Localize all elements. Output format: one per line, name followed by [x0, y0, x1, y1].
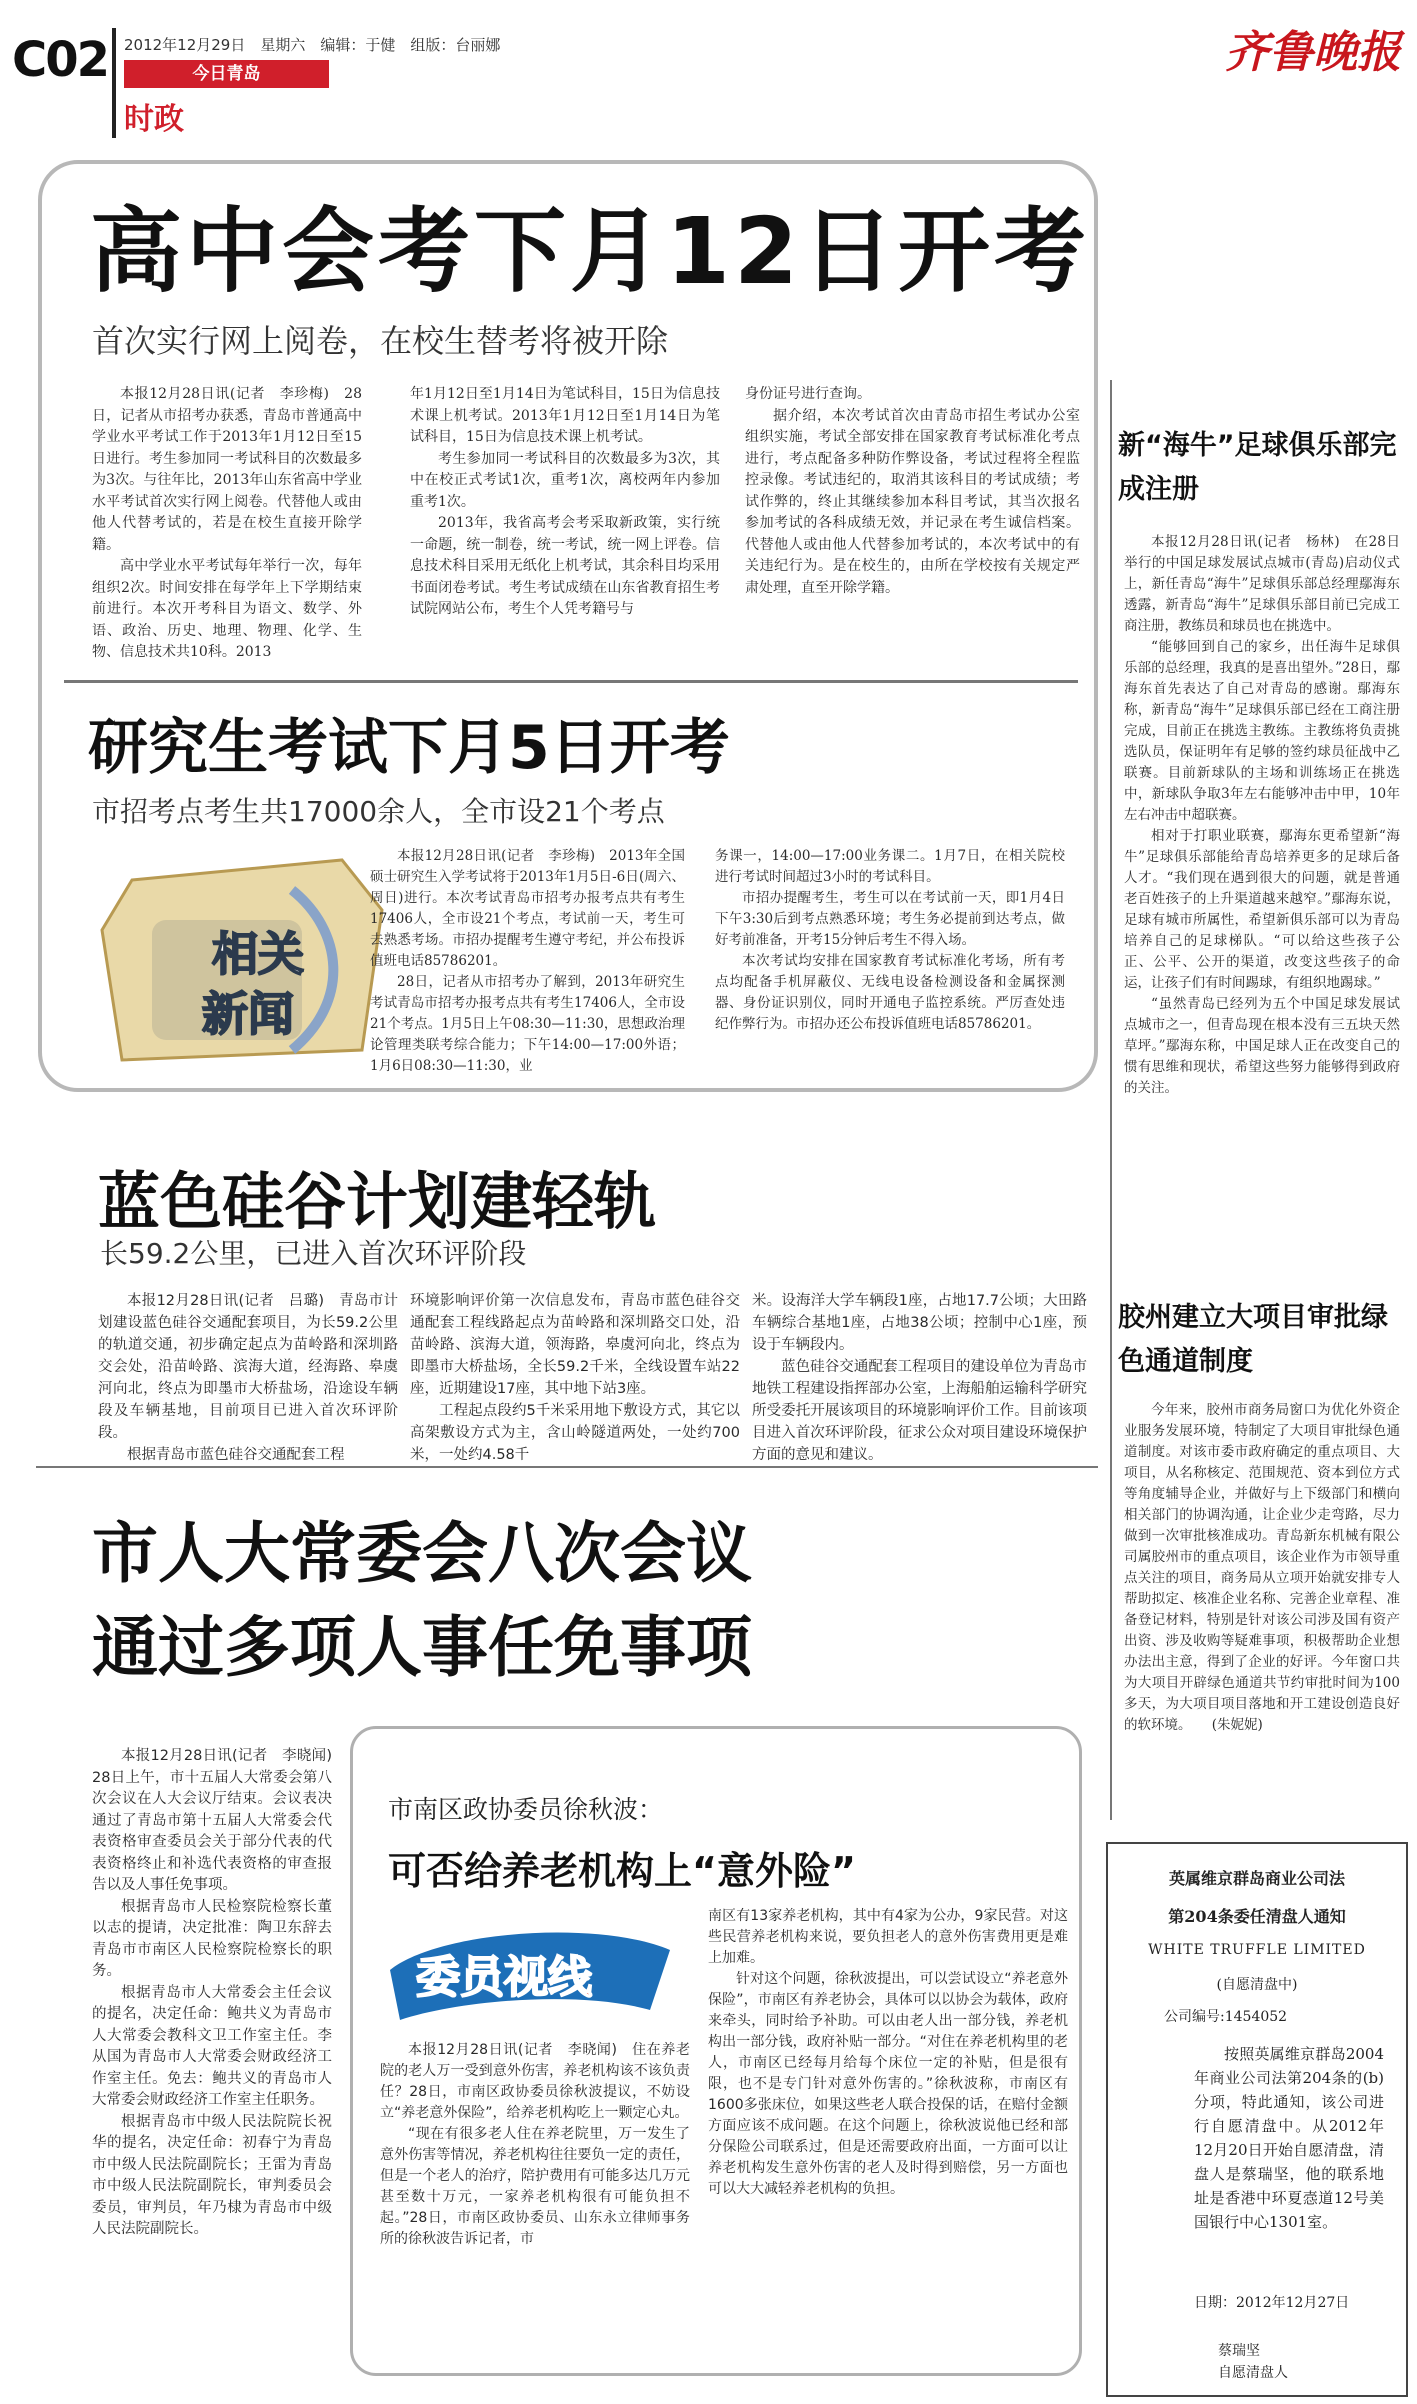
article-rail-col3	[752, 1290, 1087, 1463]
paragraph: 蓝色硅谷交通配套工程项目的建设单位为青岛市地铁工程建设指挥部办公室，上海船舶运输科学研究所受委托开展该项目的环境影响评价工作。目前该项目进入首次环评阶段，征求公众对项目建设环境保护方面的意见和建议。	[752, 1359, 1087, 1463]
paragraph: 针对这个问题，徐秋波提出，可以尝试设立“养老意外保险”，市南区有养老协会，具体可以以协会为载体，政府来牵头，同时给予补助。可以由老人出一部分钱，养老机构出一部分钱，政府补贴一部分。“对住在养老机构里的老人，市南区已经每月给每个床位一定的补贴，但是很有限，也不是专门针对意外伤害的。”徐秋波称，市南区有1600多张床位，如果这些老人联合投保的话，在赔付金额方面应该不成问题。在这个问题上，徐秋波说他已经和部分保险公司联系过，但是还需要政府出面，一方面可以让养老机构发生意外伤害的老人及时得到赔偿，另一方面也可以大大减轻养老机构的负担。	[708, 1971, 1068, 2197]
paragraph: “能够回到自己的家乡，出任海牛足球俱乐部的总经理，我真的是喜出望外。”28日，鄢海东首先表达了自己对青岛的感谢。鄢海东称，新青岛“海牛”足球俱乐部已经在工商注册完成，目前正在挑选主教练。主教练将负责挑选队员，保证明年有足够的签约球员征战中乙联赛。目前新球队的主场和训练场正在挑选中，新球队争取3年左右能够冲击中甲，10年左右冲击中超联赛。	[1124, 639, 1400, 823]
article-opinion-col1	[380, 2040, 690, 2370]
notice-company: WHITE TRUFFLE LIMITED	[1148, 1942, 1366, 1958]
paragraph: 本报12月28日讯(记者 杨林) 在28日举行的中国足球发展试点城市(青岛)启动仪式上，新任青岛“海牛”足球俱乐部总经理鄢海东透露，新青岛“海牛”足球俱乐部目前已完成工商注册，教练员和球员也在挑选中。	[1124, 534, 1400, 634]
paragraph: 务课一，14:00—17:00业务课二。1月7日，在相关院校进行考试时间超过3小时的考试科目。	[715, 848, 1065, 885]
notice-company-no: 公司编号:1454052	[1164, 2009, 1288, 2025]
section-divider	[64, 680, 1078, 683]
notice-title-line2: 第204条委任清盘人通知	[1168, 1907, 1346, 1926]
paragraph: “虽然青岛已经列为五个中国足球发展试点城市之一，但青岛现在根本没有三五块天然草坪。”鄢海东称，中国足球人正在改变自己的惯有思维和现状，希望这些努力能够得到政府的关注。	[1124, 996, 1400, 1096]
notice-signer: 蔡瑞坚	[1218, 2343, 1260, 2359]
paragraph: 本报12月28日讯(记者 李珍梅) 28日，记者从市招考办获悉，青岛市普通高中学业水平考试工作于2013年1月12日至15日进行。考生参加同一考试科目的次数最多为3次。与往年比，2013年山东省高中学业水平考试首次实行网上阅卷。代替他人或由他人代替考试的，若是在校生直接开除学籍。	[92, 386, 362, 553]
paragraph: 本报12月28日讯(记者 李珍梅) 2013年全国硕士研究生入学考试将于2013年1月5日-6日(周六、周日)进行。本次考试青岛市招考办报考点共有考生17406人，全市设21个考点，考试前一天，考生可去熟悉考场。市招办提醒考生遵守考纪，并公布投诉值班电话85786201。	[370, 848, 685, 969]
paragraph: 年1月12日至1月14日为笔试科目，15日为信息技术课上机考试。2013年1月12日至1月14日为笔试科目，15日为信息技术课上机考试。	[410, 386, 720, 445]
notice-status: (自愿清盘中)	[1216, 1977, 1298, 1993]
column-divider	[1110, 380, 1112, 1820]
headline-grad-exam: 研究生考试下月5日开考	[88, 713, 730, 783]
paragraph: 米。设海洋大学车辆段1座，占地17.7公顷；大田路车辆综合基地1座，占地38公顷；控制中心1座，预设于车辆段内。	[752, 1293, 1087, 1353]
headline-exam: 高中会考下月12日开考	[90, 198, 1091, 305]
article-jiaozhou	[1124, 1400, 1400, 1825]
paragraph: 根据青岛市中级人民法院院长祝华的提名，决定任命：初春宁为青岛市中级人民法院副院长；王雷为青岛市中级人民法院副院长，审判委员会委员，审判员，年乃棣为青岛市中级人民法院副院长。	[92, 2113, 332, 2237]
paragraph: 本报12月28日讯(记者 李晓闻) 住在养老院的老人万一受到意外伤害，养老机构该不该负责任？28日，市南区政协委员徐秋波提议，不妨设立“养老意外保险”，给养老机构吃上一颗定心丸。	[380, 2042, 690, 2121]
article-rail-col1	[98, 1290, 398, 1463]
paragraph: 市招办提醒考生，考生可以在考试前一天，即1月4日下午3:30后到考点熟悉环境；考生务必提前到达考点，做好考前准备，开考15分钟后考生不得入场。	[715, 890, 1065, 948]
article-npc-col	[92, 1746, 347, 2376]
paragraph: 今年来，胶州市商务局窗口为优化外资企业服务发展环境，特制定了大项目审批绿色通道制度。对该市委市政府确定的重点项目、大项目，从名称核定、范围规范、资本到位方式等角度辅导企业，并做好与上下级部门和横向相关部门的协调沟通，让企业少走弯路，尽力做到一次审批核准成功。青岛新东机械有限公司属胶州市的重点项目，该企业作为市领导重点关注的项目，商务局从立项开始就安排专人帮助拟定、核准企业名称、完善企业章程、准备登记材料，特别是针对该公司涉及国有资产出资、涉及收购等疑难事项，积极帮助企业想办法出主意，得到了企业的好评。今年窗口共为大项目开辟绿色通道共节约审批时间为100多天，为大项目项目落地和开工建设创造良好的软环境。 (朱妮妮)	[1124, 1402, 1400, 1733]
member-view-badge	[380, 1910, 680, 2030]
paragraph: 高中学业水平考试每年举行一次，每年组织2次。时间安排在每学年上下学期结束前进行。本次开考科目为语文、数学、外语、政治、历史、地理、物理、化学、生物、信息技术共10科。2013	[92, 558, 362, 660]
article-rail-col2	[410, 1290, 740, 1463]
related-news-badge	[92, 850, 392, 1070]
paragraph: 根据青岛市蓝色硅谷交通配套工程	[127, 1447, 345, 1463]
article-football	[1124, 532, 1400, 1272]
article-exam-col2	[410, 384, 720, 674]
notice-date: 日期：2012年12月27日	[1194, 2295, 1350, 2311]
paragraph: 环境影响评价第一次信息发布，青岛市蓝色硅谷交通配套工程线路起点为苗岭路和深圳路交口处，沿苗岭路、滨海大道，领海路，皋虞河向北，终点为即墨市大桥盐场，全长59.2千米，全线设置车站22座，近期建设17座，其中地下站3座。	[410, 1293, 740, 1397]
section-divider	[36, 1466, 1098, 1468]
paragraph: 本报12月28日讯(记者 李晓闻) 28日上午，市十五届人大常委会第八次会议在人大会议厅结束。会议表决通过了青岛市第十五届人大常委会代表资格审查委员会关于部分代表的代表资格终止和补选代表资格的审查报告以及人事任免事项。	[92, 1748, 347, 1893]
legal-notice	[1106, 1842, 1408, 2397]
date-line: 2012年12月29日 星期六 编辑：于健 组版：台丽娜	[124, 36, 501, 54]
subheadline-light-rail: 长59.2公里，已进入首次环评阶段	[100, 1237, 527, 1270]
headline-npc-line1: 市人大常委会八次会议	[92, 1515, 752, 1592]
opinion-kicker: 市南区政协委员徐秋波：	[388, 1795, 664, 1824]
badge-text-line2: 新闻	[202, 987, 294, 1041]
paragraph: 根据青岛市人民检察院检察长董以志的提请，决定批准：陶卫东辞去青岛市市南区人民检察院检察长的职务。	[92, 1898, 332, 1979]
paragraph: 工程起点段约5千米采用地下敷设方式，其它以高架敷设方式为主，含山岭隧道两处，一处约700米，一处约4.58千	[410, 1403, 740, 1463]
paragraph: 根据青岛市人大常委会主任会议的提名，决定任命：鲍共义为青岛市人大常委会教科文卫工作室主任。李从国为青岛市人大常委会财政经济工作室主任。免去：鲍共义的青岛市人大常委会财政经济工作室主任职务。	[92, 1984, 332, 2108]
paragraph: “现在有很多老人住在养老院里，万一发生了意外伤害等情况，养老机构往往要负一定的责任，但是一个老人的治疗，陪护费用有可能多达几万元甚至数十万元，一家养老机构很有可能负担不起。”28日，市南区政协委员、山东永立律师事务所的徐秋波告诉记者，市	[380, 2126, 690, 2247]
section-title: 时政	[124, 102, 184, 137]
headline-football: 新“海牛”足球俱乐部完成注册	[1118, 430, 1397, 505]
article-grad-col1	[370, 846, 685, 1080]
article-opinion-col2	[708, 1906, 1068, 2371]
notice-signer-role: 自愿清盘人	[1218, 2365, 1288, 2381]
article-exam-col1	[92, 384, 362, 674]
paragraph: 身份证号进行查询。	[745, 386, 871, 402]
section-bar: 今日青岛	[124, 60, 329, 88]
notice-title-line1: 英属维京群岛商业公司法	[1168, 1869, 1345, 1888]
brand-logo: 齐鲁晚报	[1225, 27, 1401, 78]
article-grad-col2	[715, 846, 1065, 1080]
notice-body: 按照英属维京群岛2004年商业公司法第204条的(b)分项，特此通知，该公司进行自愿清盘中。从2012年12月20日开始自愿清盘，清盘人是蔡瑞坚，他的联系地址是香港中环夏悫道12号美国银行中心1301室。	[1194, 2045, 1384, 2231]
headline-light-rail: 蓝色硅谷计划建轻轨	[98, 1165, 657, 1238]
badge-text-line1: 相关	[212, 927, 304, 981]
subheadline-grad-exam: 市招考点考生共17000余人，全市设21个考点	[92, 795, 665, 828]
paragraph: 本报12月28日讯(记者 吕璐) 青岛市计划建设蓝色硅谷交通配套项目，为长59.2公里的轨道交通，初步确定起点为苗岭路和深圳路交会处，沿苗岭路、滨海大道，经海路、皋虞河向北，终点为即墨市大桥盐场，沿途设车辆段及车辆基地，目前项目已进入首次环评阶段。	[98, 1293, 398, 1441]
paragraph: 据介绍，本次考试首次由青岛市招生考试办公室组织实施，考试全部安排在国家教育考试标准化考点进行，考点配备多种防作弊设备，考试过程将全程监控录像。考试违纪的，取消其该科目的考试成绩；考试作弊的，终止其继续参加本科目考试，其当次报名参加考试的各科成绩无效，并记录在考生诚信档案。代替他人或由他人代替参加考试的，本次考试中的有关违纪行为。是在校生的，由所在学校按有关规定严肃处理，直至开除学籍。	[745, 407, 1080, 596]
header-divider	[112, 28, 116, 138]
paragraph: 2013年，我省高考会考采取新政策，实行统一命题，统一制卷，统一考试，统一网上评卷。信息技术科目采用无纸化上机考试，其余科目均采用书面闭卷考试。考生考试成绩在山东省教育招生考试院网站公布，考生个人凭考籍号与	[410, 515, 720, 617]
article-exam-col3	[745, 384, 1080, 674]
page-number: C02	[12, 32, 109, 88]
opinion-title: 可否给养老机构上“意外险”	[388, 1849, 856, 1893]
headline-npc-line2: 通过多项人事任免事项	[92, 1609, 752, 1686]
paragraph: 相对于打职业联赛，鄢海东更希望新“海牛”足球俱乐部能给青岛培养更多的足球后备人才。“我们现在遇到很大的问题，就是普通老百姓孩子的上升渠道越来越窄。”鄢海东说，足球有城市所属性，希望新俱乐部可以为青岛培养自己的足球梯队。“可以给这些孩子公正、公平、公开的渠道，改变这些孩子的命运，让孩子们有时间踢球，有组织地踢球。”	[1124, 828, 1400, 991]
paragraph: 考生参加同一考试科目的次数最多为3次，其中在校正式考试1次，重考1次，离校两年内参加重考1次。	[410, 450, 720, 510]
badge-text: 委员视线	[416, 1952, 592, 2003]
paragraph: 南区有13家养老机构，其中有4家为公办，9家民营。对这些民营养老机构来说，要负担老人的意外伤害费用更是难上加难。	[708, 1908, 1068, 1966]
paragraph: 28日，记者从市招考办了解到，2013年研究生考试青岛市招考办报考点共有考生17406人，全市设21个考点。1月5日上午08:30—11:30，思想政治理论管理类联考综合能力；下午14:00—17:00外语；1月6日08:30—11:30，业	[370, 974, 685, 1074]
subheadline-exam: 首次实行网上阅卷，在校生替考将被开除	[92, 322, 669, 360]
headline-jiaozhou: 胶州建立大项目审批绿色通道制度	[1118, 1302, 1388, 1377]
paragraph: 本次考试均安排在国家教育考试标准化考场，所有考点均配备手机屏蔽仪、无线电设备检测设备和金属探测器、身份证识别仪，同时开通电子监控系统。严厉查处违纪作弊行为。市招办还公布投诉值班电话85786201。	[715, 953, 1065, 1032]
